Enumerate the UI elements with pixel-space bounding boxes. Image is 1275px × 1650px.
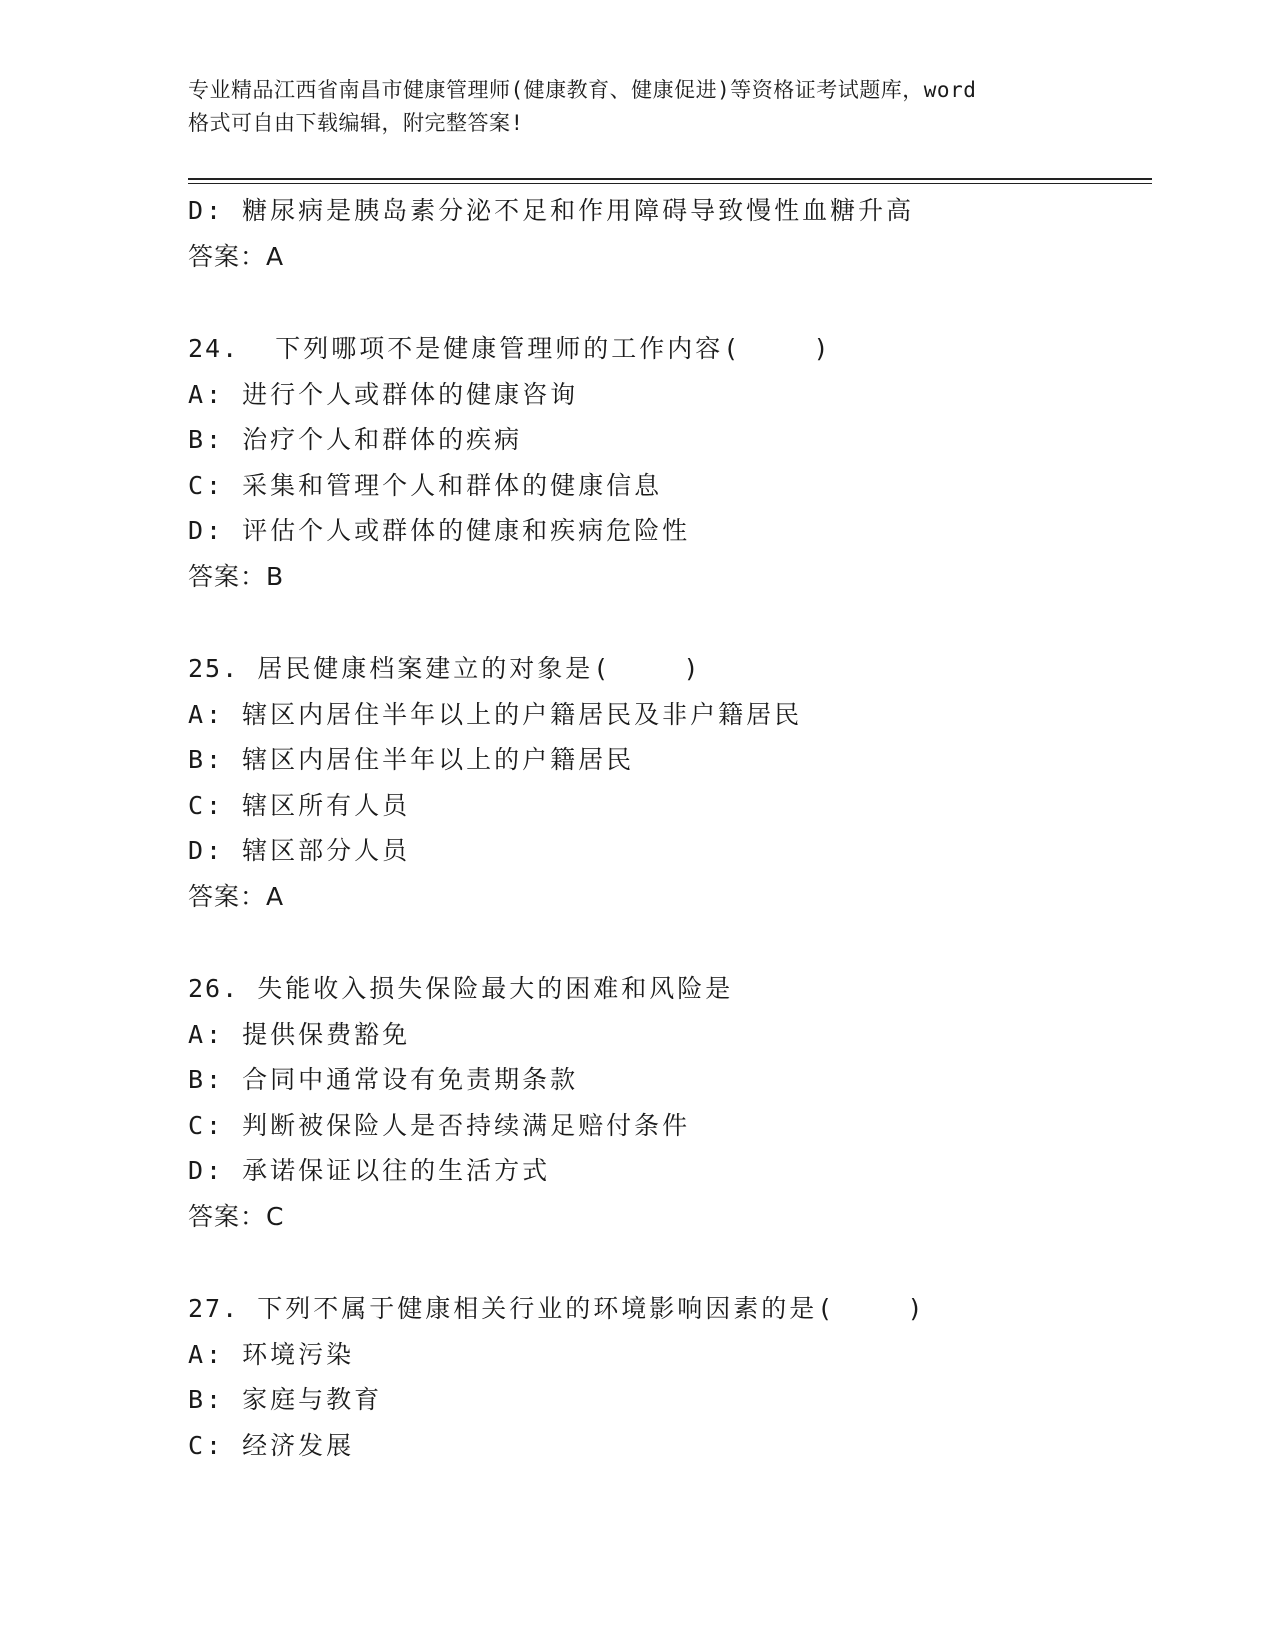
question-number: 27. [188, 1294, 240, 1323]
question-27-option-a: A: 环境污染 [188, 1339, 355, 1369]
prev-answer: 答案：A [188, 241, 285, 271]
question-26-stem [188, 966, 1148, 1012]
question-27-stem [188, 1286, 1148, 1332]
question-text: 下列不属于健康相关行业的环境影响因素的是( ) [257, 1294, 926, 1323]
spacer [188, 279, 1148, 326]
document-body [188, 188, 1148, 1468]
spacer [188, 599, 1148, 646]
question-text: 失能收入损失保险最大的困难和风险是 [257, 974, 734, 1003]
question-25-stem [188, 646, 1148, 692]
question-24-option-d: D: 评估个人或群体的健康和疾病危险性 [188, 516, 691, 545]
question-25-option-b: B: 辖区内居住半年以上的户籍居民 [188, 745, 635, 774]
question-number: 26. [188, 974, 240, 1003]
prev-option-d: D: 糖尿病是胰岛素分泌不足和作用障碍导致慢性血糖升高 [188, 196, 915, 225]
question-number: 25. [188, 654, 240, 683]
header-line-1: 专业精品江西省南昌市健康管理师(健康教育、健康促进)等资格证考试题库，word [188, 78, 977, 102]
question-25-option-c: C: 辖区所有人员 [188, 790, 411, 820]
question-27-option-c: C: 经济发展 [188, 1430, 355, 1460]
question-26-option-b: B: 合同中通常设有免责期条款 [188, 1065, 579, 1094]
question-24-option-a: A: 进行个人或群体的健康咨询 [188, 379, 579, 409]
page-header [188, 74, 1088, 140]
question-24-option-b: B: 治疗个人和群体的疾病 [188, 425, 523, 454]
question-24-option-c: C: 采集和管理个人和群体的健康信息 [188, 470, 663, 500]
header-divider [188, 178, 1152, 184]
question-text: 居民健康档案建立的对象是( ) [257, 654, 702, 683]
question-25-option-d: D: 辖区部分人员 [188, 836, 411, 865]
question-24-answer: 答案：B [188, 561, 285, 591]
question-27-option-b: B: 家庭与教育 [188, 1385, 383, 1414]
question-26-option-a: A: 提供保费豁免 [188, 1019, 411, 1049]
question-24-stem [188, 326, 1148, 372]
question-26-answer: 答案：C [188, 1201, 285, 1231]
question-26-option-c: C: 判断被保险人是否持续满足赔付条件 [188, 1110, 691, 1140]
header-line-2: 格式可自由下载编辑，附完整答案! [188, 111, 524, 135]
spacer [188, 1239, 1148, 1286]
question-26-option-d: D: 承诺保证以往的生活方式 [188, 1156, 551, 1185]
spacer [188, 919, 1148, 966]
question-25-option-a: A: 辖区内居住半年以上的户籍居民及非户籍居民 [188, 699, 803, 729]
question-25-answer: 答案：A [188, 881, 285, 911]
question-text: 下列哪项不是健康管理师的工作内容( ) [239, 334, 832, 363]
question-number: 24. [188, 334, 240, 363]
